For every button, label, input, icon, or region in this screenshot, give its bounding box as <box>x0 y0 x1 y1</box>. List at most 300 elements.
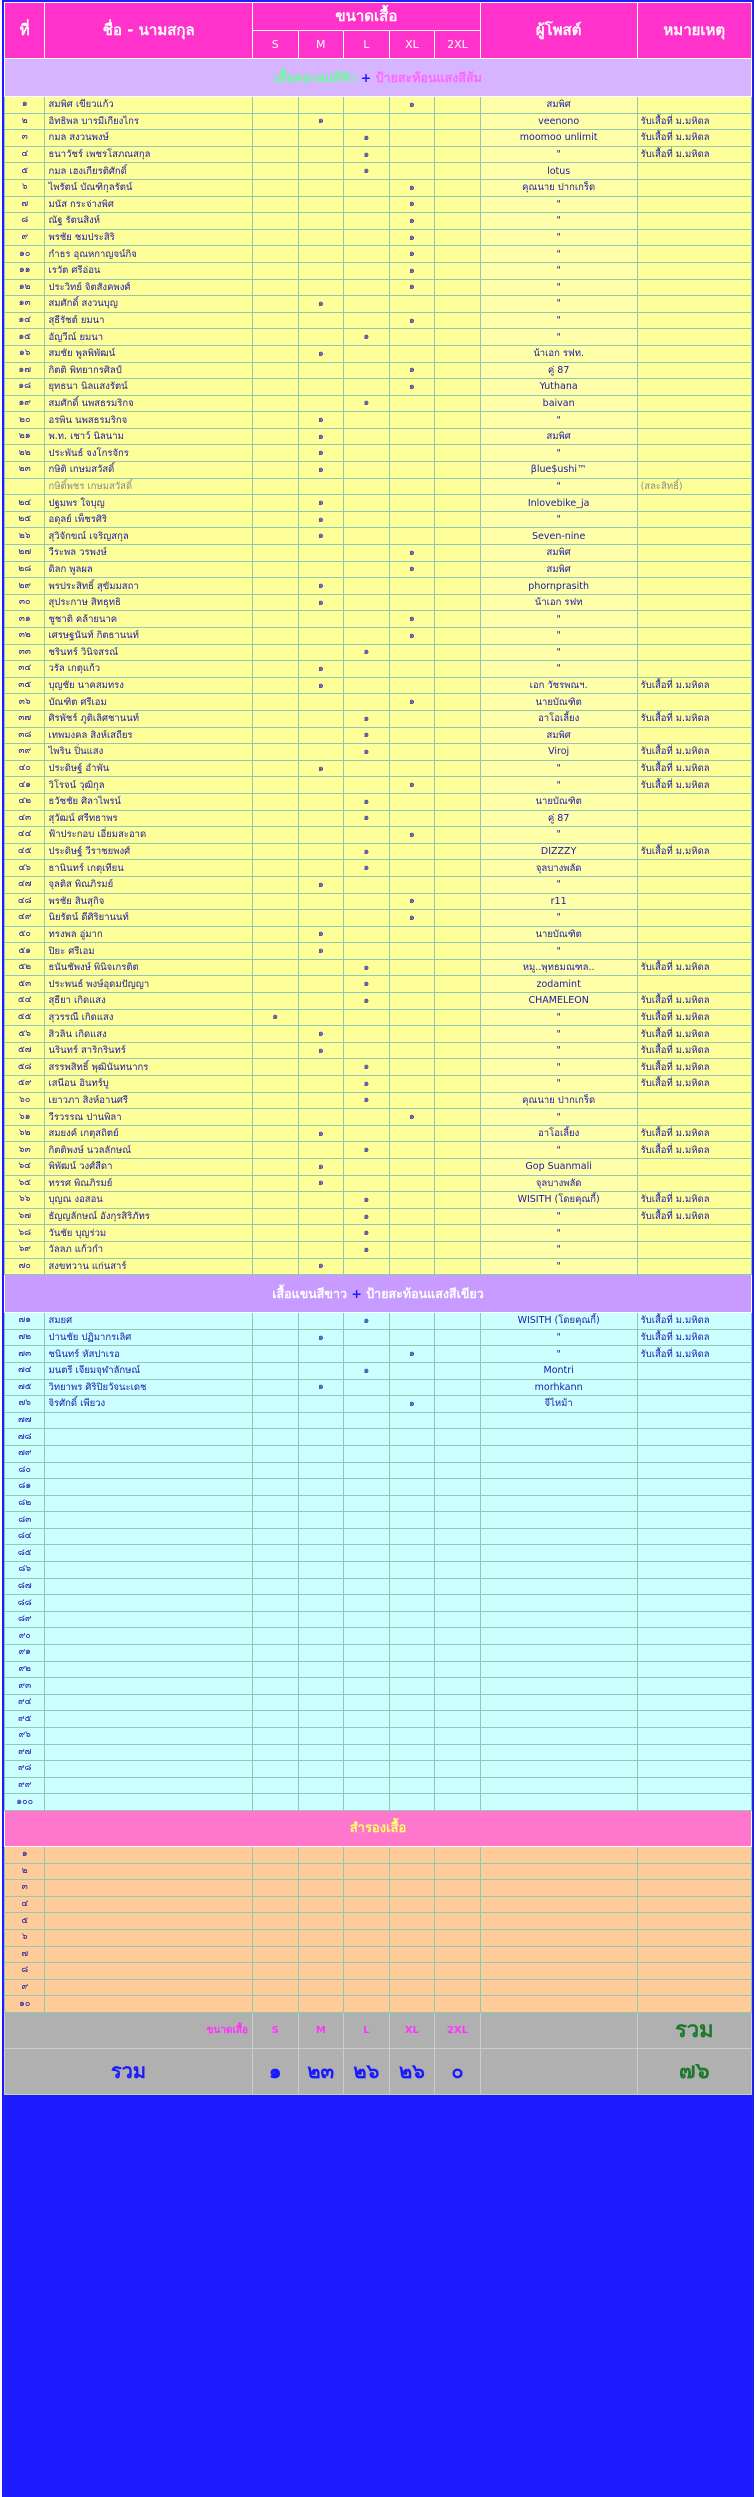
empty-cell <box>252 1661 298 1678</box>
empty-cell <box>480 1880 637 1897</box>
size-cell-m <box>298 644 344 661</box>
empty-cell <box>480 1794 637 1811</box>
poster-name: จุลบางพลัด <box>480 1175 637 1192</box>
member-name: เยาวภา สิงห์อานศรี <box>45 1092 253 1109</box>
note-text <box>637 279 751 296</box>
poster-name: คู่ 87 <box>480 362 637 379</box>
size-mark: ๑ <box>363 813 370 824</box>
row-number: ๓๔ <box>5 661 45 678</box>
size-cell-l <box>344 694 390 711</box>
row-number: ๘ <box>5 213 45 230</box>
note-text: รับเสื้อที่ ม.มหิดล <box>637 1142 751 1159</box>
row-number: ๘๑ <box>5 1479 45 1496</box>
empty-cell <box>252 1880 298 1897</box>
row-number: ๑๙ <box>5 395 45 412</box>
note-text <box>637 262 751 279</box>
note-text <box>637 793 751 810</box>
size-cell-s <box>252 1175 298 1192</box>
size-cell-m <box>298 395 344 412</box>
empty-cell <box>637 1445 751 1462</box>
member-name: สุวรรณี เกิดแสง <box>45 1009 253 1026</box>
empty-cell <box>298 1495 344 1512</box>
empty-cell <box>389 1929 435 1946</box>
empty-cell <box>252 1896 298 1913</box>
empty-cell <box>389 1794 435 1811</box>
row-number <box>5 478 45 495</box>
size-cell-l <box>344 760 390 777</box>
member-name: ธนันชัพงษ์ พินิจเกรติต <box>45 959 253 976</box>
member-name: สิวลิน เกิดแสง <box>45 1026 253 1043</box>
row-number: ๙๐ <box>5 1628 45 1645</box>
table-row <box>5 1009 752 1026</box>
row-number: ๕๘ <box>5 1059 45 1076</box>
poster-name: " <box>480 478 637 495</box>
size-mark: ๑ <box>409 564 415 575</box>
note-text <box>637 229 751 246</box>
size-cell-l <box>344 993 390 1010</box>
size-cell-m <box>298 1346 344 1363</box>
size-cell-2xl <box>435 511 481 528</box>
size-cell-xl <box>389 793 435 810</box>
empty-cell <box>480 1628 637 1645</box>
empty-cell <box>435 1512 481 1529</box>
row-number: ๑๑ <box>5 262 45 279</box>
size-cell-s <box>252 146 298 163</box>
empty-cell <box>637 1678 751 1695</box>
empty-cell <box>45 1744 253 1761</box>
row-number: ๗๗ <box>5 1412 45 1429</box>
note-text <box>637 428 751 445</box>
size-cell-xl <box>389 130 435 147</box>
size-cell-l <box>344 976 390 993</box>
row-number: ๒๓ <box>5 462 45 479</box>
poster-name: " <box>480 760 637 777</box>
empty-cell <box>252 1578 298 1595</box>
size-cell-l <box>344 744 390 761</box>
size-cell-s <box>252 876 298 893</box>
empty-cell <box>637 1880 751 1897</box>
member-name: ธานินทร์ เกตุเทียน <box>45 860 253 877</box>
size-cell-s <box>252 1026 298 1043</box>
size-cell-m <box>298 478 344 495</box>
section3-title: สำรองเสื้อ <box>5 1810 752 1846</box>
poster-name: DIZZZY <box>480 843 637 860</box>
table-row <box>5 661 752 678</box>
size-mark: ๑ <box>409 829 415 840</box>
size-cell-m <box>298 1192 344 1209</box>
size-cell-m <box>298 296 344 313</box>
size-cell-s <box>252 1125 298 1142</box>
size-cell-l <box>344 727 390 744</box>
size-mark: ๑ <box>409 215 415 226</box>
empty-cell <box>252 1946 298 1963</box>
empty-cell <box>298 1880 344 1897</box>
size-cell-2xl <box>435 1026 481 1043</box>
size-cell-2xl <box>435 611 481 628</box>
poster-name: " <box>480 1076 637 1093</box>
size-cell-m <box>298 860 344 877</box>
member-name: บุญชัย นาคสมทรง <box>45 677 253 694</box>
size-cell-m <box>298 97 344 114</box>
size-cell-xl <box>389 279 435 296</box>
row-number: ๙๘ <box>5 1761 45 1778</box>
row-number: ๗๐ <box>5 1258 45 1275</box>
empty-cell <box>252 1728 298 1745</box>
size-cell-l <box>344 710 390 727</box>
note-text <box>637 910 751 927</box>
size-mark: ๑ <box>409 1349 415 1360</box>
size-cell-m <box>298 1379 344 1396</box>
table-row <box>5 1379 752 1396</box>
size-cell-2xl <box>435 246 481 263</box>
size-mark: ๑ <box>317 597 324 608</box>
note-text: รับเสื้อที่ ม.มหิดล <box>637 1009 751 1026</box>
note-text <box>637 727 751 744</box>
row-number: ๓๒ <box>5 628 45 645</box>
size-cell-xl <box>389 97 435 114</box>
row-number: ๖๙ <box>5 1241 45 1258</box>
note-text <box>637 196 751 213</box>
size-cell-xl <box>389 677 435 694</box>
member-name: กิตติพงษ์ นวลลักษณ์ <box>45 1142 253 1159</box>
size-cell-m <box>298 727 344 744</box>
empty-cell <box>637 1728 751 1745</box>
size-cell-m <box>298 528 344 545</box>
size-cell-xl <box>389 694 435 711</box>
size-cell-s <box>252 462 298 479</box>
empty-cell <box>435 1846 481 1863</box>
size-cell-s <box>252 229 298 246</box>
size-cell-m <box>298 1076 344 1093</box>
poster-name: " <box>480 1009 637 1026</box>
size-cell-xl <box>389 644 435 661</box>
note-text <box>637 1175 751 1192</box>
empty-cell <box>45 1479 253 1496</box>
size-cell-m <box>298 495 344 512</box>
size-cell-xl <box>389 379 435 396</box>
size-cell-2xl <box>435 478 481 495</box>
size-cell-l <box>344 926 390 943</box>
empty-cell <box>298 1913 344 1930</box>
size-cell-xl <box>389 262 435 279</box>
empty-cell <box>637 1661 751 1678</box>
size-cell-s <box>252 1362 298 1379</box>
row-number: ๒๕ <box>5 511 45 528</box>
empty-row <box>5 1495 752 1512</box>
empty-row <box>5 1678 752 1695</box>
size-cell-m <box>298 561 344 578</box>
size-cell-m <box>298 810 344 827</box>
size-cell-s <box>252 893 298 910</box>
empty-cell <box>344 1545 390 1562</box>
size-cell-xl <box>389 594 435 611</box>
size-cell-2xl <box>435 213 481 230</box>
row-number: ๙๓ <box>5 1678 45 1695</box>
header-size-2xl: 2XL <box>435 31 481 59</box>
row-number: ๘๙ <box>5 1611 45 1628</box>
table-row <box>5 594 752 611</box>
registration-sheet <box>2 0 754 2497</box>
poster-name: จีไหม้า <box>480 1396 637 1413</box>
table-row <box>5 578 752 595</box>
empty-cell <box>252 1645 298 1662</box>
size-cell-2xl <box>435 1175 481 1192</box>
member-name: นรินทร์ สาริกรินทร์ <box>45 1042 253 1059</box>
empty-cell <box>344 1429 390 1446</box>
row-number: ๓ <box>5 1880 45 1897</box>
size-cell-l <box>344 462 390 479</box>
poster-name: " <box>480 229 637 246</box>
empty-cell <box>252 1678 298 1695</box>
note-text <box>637 860 751 877</box>
member-name: อรพิน นพสธรมริกจ <box>45 412 253 429</box>
row-number: ๓๙ <box>5 744 45 761</box>
row-number: ๑๒ <box>5 279 45 296</box>
size-cell-m <box>298 362 344 379</box>
size-cell-l <box>344 876 390 893</box>
size-cell-m <box>298 196 344 213</box>
size-cell-l <box>344 1329 390 1346</box>
size-mark: ๑ <box>363 149 370 160</box>
poster-name: นายบัณฑิต <box>480 793 637 810</box>
size-cell-xl <box>389 412 435 429</box>
member-name: ชนินทร์ หัสปาเรอ <box>45 1346 253 1363</box>
size-cell-m <box>298 213 344 230</box>
empty-cell <box>298 1545 344 1562</box>
size-cell-l <box>344 1362 390 1379</box>
size-cell-xl <box>389 345 435 362</box>
size-cell-xl <box>389 395 435 412</box>
table-row <box>5 1159 752 1176</box>
note-text <box>637 893 751 910</box>
member-name: จุลติส พิณภิรมย์ <box>45 876 253 893</box>
empty-cell <box>252 1863 298 1880</box>
poster-name: " <box>480 1109 637 1126</box>
empty-cell <box>344 1880 390 1897</box>
size-cell-l <box>344 246 390 263</box>
size-cell-2xl <box>435 1009 481 1026</box>
empty-cell <box>389 1661 435 1678</box>
empty-cell <box>435 1628 481 1645</box>
empty-cell <box>637 1429 751 1446</box>
empty-cell <box>252 1562 298 1579</box>
size-cell-xl <box>389 113 435 130</box>
size-cell-s <box>252 661 298 678</box>
note-text <box>637 1092 751 1109</box>
empty-cell <box>298 1445 344 1462</box>
member-name: สุวัฒน์ ศรีทธาพร <box>45 810 253 827</box>
size-cell-xl <box>389 578 435 595</box>
empty-cell <box>298 1412 344 1429</box>
empty-cell <box>389 1562 435 1579</box>
size-cell-s <box>252 495 298 512</box>
size-cell-2xl <box>435 926 481 943</box>
size-cell-m <box>298 1092 344 1109</box>
member-name: กมล สงวนพงษ์ <box>45 130 253 147</box>
note-text: รับเสื้อที่ ม.มหิดล <box>637 1192 751 1209</box>
table-row <box>5 179 752 196</box>
row-number: ๓๗ <box>5 710 45 727</box>
size-cell-m <box>298 428 344 445</box>
empty-cell <box>637 1495 751 1512</box>
empty-cell <box>480 1929 637 1946</box>
note-text <box>637 611 751 628</box>
empty-cell <box>389 1711 435 1728</box>
size-cell-2xl <box>435 146 481 163</box>
empty-cell <box>480 1545 637 1562</box>
empty-row <box>5 1645 752 1662</box>
note-text <box>637 1379 751 1396</box>
size-cell-xl <box>389 478 435 495</box>
empty-cell <box>389 1645 435 1662</box>
table-row <box>5 628 752 645</box>
note-text <box>637 97 751 114</box>
row-number: ๘๒ <box>5 1495 45 1512</box>
empty-cell <box>480 1846 637 1863</box>
size-cell-xl <box>389 312 435 329</box>
poster-name: " <box>480 1026 637 1043</box>
size-cell-l <box>344 379 390 396</box>
size-cell-2xl <box>435 545 481 562</box>
poster-name: " <box>480 1241 637 1258</box>
poster-name: " <box>480 1225 637 1242</box>
size-cell-xl <box>389 744 435 761</box>
size-cell-l <box>344 528 390 545</box>
table-row <box>5 97 752 114</box>
size-cell-m <box>298 130 344 147</box>
table-row <box>5 511 752 528</box>
row-number: ๗๑ <box>5 1313 45 1330</box>
size-cell-l <box>344 1175 390 1192</box>
size-cell-2xl <box>435 196 481 213</box>
size-cell-xl <box>389 810 435 827</box>
table-row <box>5 229 752 246</box>
summary-count-m: ๒๓ <box>298 2048 344 2094</box>
empty-cell <box>435 1578 481 1595</box>
size-cell-2xl <box>435 1241 481 1258</box>
table-row <box>5 528 752 545</box>
size-cell-m <box>298 1313 344 1330</box>
note-text <box>637 661 751 678</box>
size-mark: ๑ <box>317 448 324 459</box>
poster-name: อาโอเลี้ยง <box>480 710 637 727</box>
empty-cell <box>389 1445 435 1462</box>
size-cell-m <box>298 993 344 1010</box>
summary-size-s: S <box>252 2012 298 2048</box>
note-text <box>637 1225 751 1242</box>
size-mark: ๑ <box>363 1244 370 1255</box>
row-number: ๕๐ <box>5 926 45 943</box>
empty-cell <box>298 1996 344 2013</box>
section-header-reserve <box>5 1810 752 1846</box>
size-cell-l <box>344 296 390 313</box>
size-cell-m <box>298 694 344 711</box>
note-text <box>637 495 751 512</box>
note-text <box>637 976 751 993</box>
size-cell-s <box>252 611 298 628</box>
row-number: ๔๔ <box>5 827 45 844</box>
row-number: ๕๑ <box>5 943 45 960</box>
row-number: ๙๖ <box>5 1728 45 1745</box>
empty-cell <box>298 1578 344 1595</box>
note-text <box>637 810 751 827</box>
size-cell-xl <box>389 827 435 844</box>
header-no: ที่ <box>5 3 45 59</box>
empty-cell <box>435 1678 481 1695</box>
empty-cell <box>298 1595 344 1612</box>
size-cell-m <box>298 412 344 429</box>
empty-cell <box>45 1595 253 1612</box>
size-mark: ๑ <box>317 663 324 674</box>
size-cell-2xl <box>435 1379 481 1396</box>
poster-name: " <box>480 146 637 163</box>
size-cell-2xl <box>435 296 481 313</box>
size-cell-s <box>252 827 298 844</box>
empty-cell <box>45 1880 253 1897</box>
size-cell-l <box>344 163 390 180</box>
row-number: ๔๕ <box>5 843 45 860</box>
size-cell-s <box>252 843 298 860</box>
empty-cell <box>389 1896 435 1913</box>
size-cell-2xl <box>435 1225 481 1242</box>
member-name: จิรศักดิ์ เพียวง <box>45 1396 253 1413</box>
empty-row <box>5 1611 752 1628</box>
empty-cell <box>480 1412 637 1429</box>
size-cell-xl <box>389 561 435 578</box>
size-cell-l <box>344 910 390 927</box>
poster-name: สมพิศ <box>480 561 637 578</box>
row-number: ๙๙ <box>5 1777 45 1794</box>
row-number: ๖๒ <box>5 1125 45 1142</box>
note-text <box>637 1241 751 1258</box>
member-name: พรประสิทธิ์ สุขัมมสถา <box>45 578 253 595</box>
size-mark: ๑ <box>363 713 370 724</box>
note-text: รับเสื้อที่ ม.มหิดล <box>637 760 751 777</box>
size-cell-2xl <box>435 130 481 147</box>
size-cell-s <box>252 694 298 711</box>
size-cell-s <box>252 793 298 810</box>
size-mark: ๑ <box>317 1178 324 1189</box>
table-row <box>5 876 752 893</box>
note-text <box>637 1159 751 1176</box>
member-name: กษิติ์พชร เกษมสวัสดิ์ <box>45 478 253 495</box>
poster-name: " <box>480 644 637 661</box>
row-number: ๘๖ <box>5 1562 45 1579</box>
size-mark: ๑ <box>317 581 324 592</box>
empty-cell <box>637 1462 751 1479</box>
member-name: เศรษฐนันท์ กิตธานนท์ <box>45 628 253 645</box>
size-cell-2xl <box>435 661 481 678</box>
size-cell-2xl <box>435 1208 481 1225</box>
size-mark: ๑ <box>317 298 324 309</box>
table-row <box>5 1362 752 1379</box>
empty-row <box>5 1794 752 1811</box>
size-cell-m <box>298 462 344 479</box>
empty-row <box>5 1578 752 1595</box>
size-cell-m <box>298 163 344 180</box>
size-cell-l <box>344 262 390 279</box>
size-cell-s <box>252 279 298 296</box>
size-cell-l <box>344 511 390 528</box>
empty-cell <box>344 1445 390 1462</box>
note-text <box>637 827 751 844</box>
empty-cell <box>45 1462 253 1479</box>
size-cell-s <box>252 545 298 562</box>
empty-cell <box>45 1545 253 1562</box>
poster-name: CHAMELEON <box>480 993 637 1010</box>
table-row <box>5 163 752 180</box>
size-mark: ๑ <box>363 730 370 741</box>
